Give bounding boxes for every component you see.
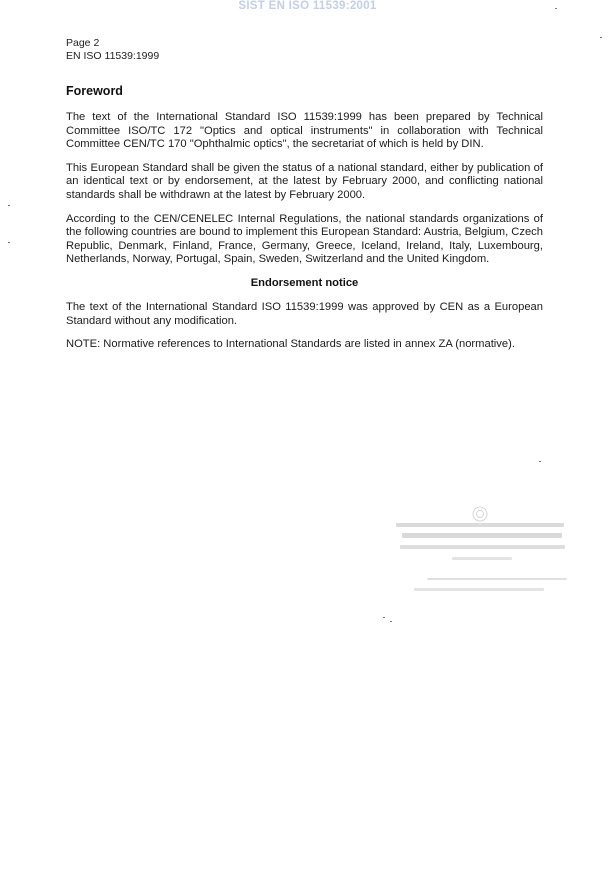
official-stamp-image	[392, 502, 572, 602]
foreword-paragraph: The text of the International Standard ISO 11539:1999 has been prepared by Technical Committee ISO/TC 172 "Optics and optical instruments" in collaboration with Technical Committee CEN/TC 170 "Ophthalmic optics", the secretariat of which is held by DIN.	[66, 111, 543, 151]
scan-speck	[555, 8, 557, 9]
scan-speck	[8, 205, 10, 206]
scan-speck	[539, 461, 541, 462]
scan-speck	[390, 621, 392, 622]
scan-speck	[600, 37, 602, 38]
foreword-paragraph: This European Standard shall be given the status of a national standard, either by publication of an identical text or by endorsement, at the latest by February 2000, and conflicting national standards shall be withdrawn at the latest by February 2000.	[66, 161, 543, 201]
foreword-paragraph: According to the CEN/CENELEC Internal Regulations, the national standards organizations of the following countries are bound to implement this European Standard: Austria, Belgium, Czech Republic, Denmark, Finland, France, Germany, Greece, Iceland, Ireland, Italy, Luxembourg, Netherlands, Norway, Portugal, Spain, Sweden, Switzerland and the United Kingdom.	[66, 212, 543, 266]
page-number: Page 2	[66, 37, 100, 49]
foreword-heading: Foreword	[66, 84, 123, 98]
scan-speck	[8, 242, 10, 243]
normative-note: NOTE: Normative references to International Standards are listed in annex ZA (normative).	[66, 338, 515, 351]
endorsement-heading: Endorsement notice	[250, 276, 359, 289]
page-header	[66, 37, 159, 62]
endorsement-paragraph: The text of the International Standard ISO 11539:1999 was approved by CEN as a European Standard without any modification.	[66, 300, 543, 327]
watermark: SIST EN ISO 11539:2001	[238, 0, 377, 12]
scan-speck	[383, 617, 385, 618]
document-id: EN ISO 11539:1999	[66, 49, 160, 62]
document-body	[66, 84, 543, 352]
